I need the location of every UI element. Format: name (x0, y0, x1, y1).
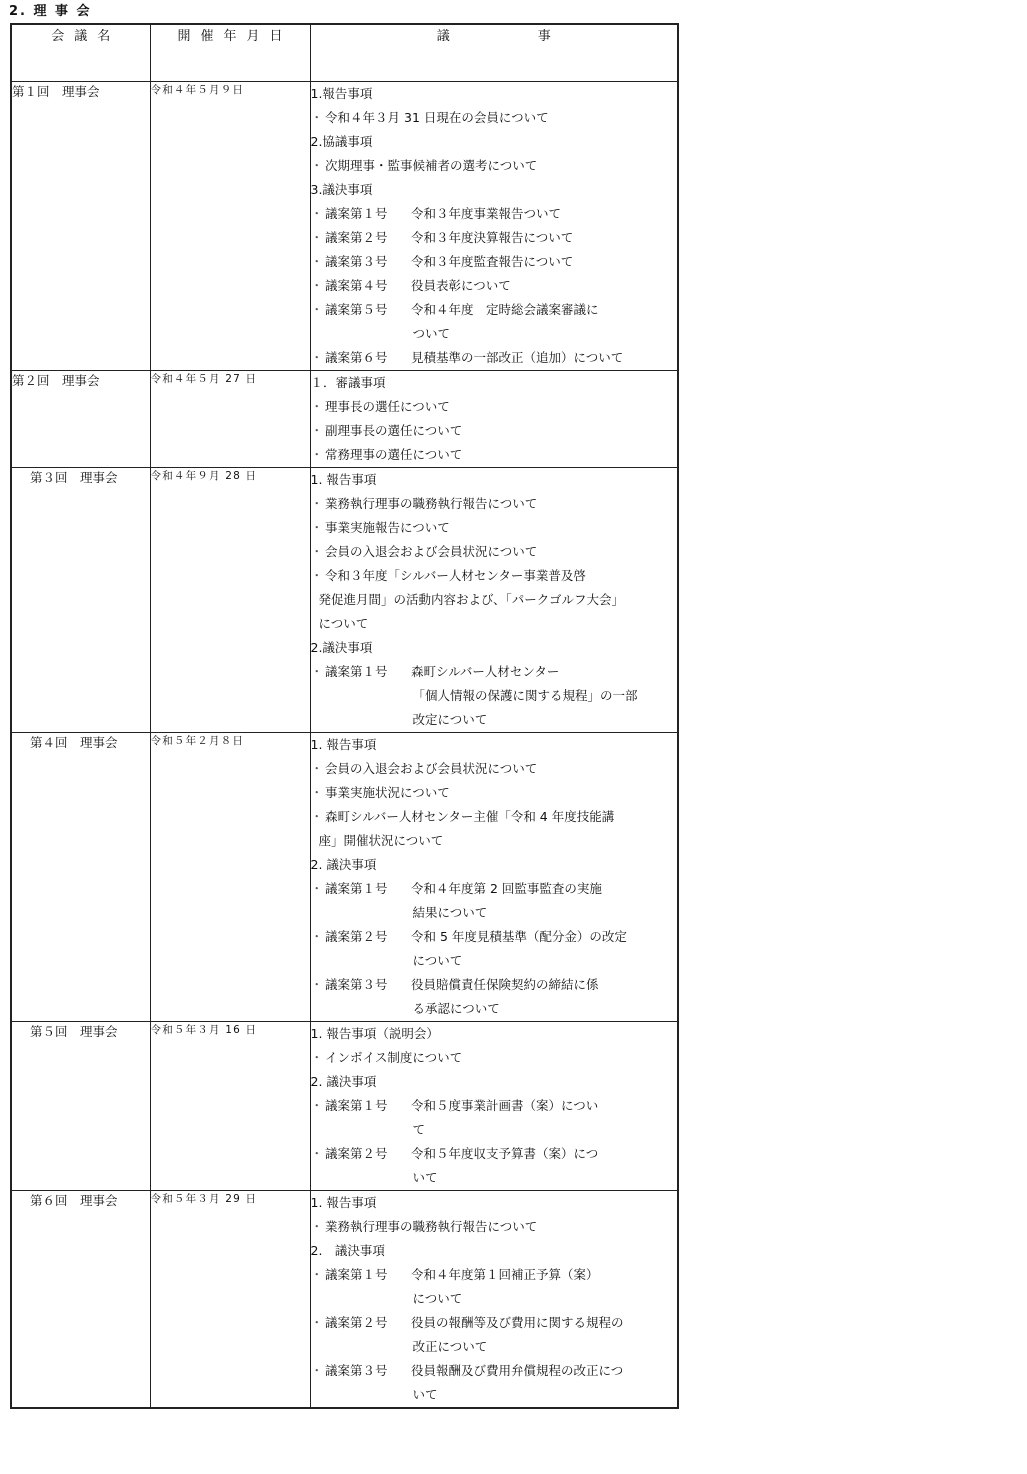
motion-title-continued: について (412, 1291, 463, 1306)
agenda-item-continued: について (318, 616, 369, 631)
bullet-icon: ・ (310, 568, 324, 583)
agenda-item (311, 805, 678, 829)
bullet-icon: ・ (310, 399, 324, 414)
motion-title: 令和３年度監査報告について (411, 254, 574, 269)
agenda-heading: １．審議事項 (310, 375, 386, 390)
meeting-agenda (310, 82, 678, 371)
bullet-icon: ・ (310, 664, 324, 679)
motion-title-continued: について (412, 953, 463, 968)
table-header-row (11, 24, 678, 82)
motion-number: 議案第３号 (325, 254, 388, 269)
motion-title: 令和３年度事業報告ついて (411, 206, 562, 221)
motion-title-continued: 「個人情報の保護に関する規程」の一部 (412, 688, 638, 703)
agenda-heading: 1. 報告事項 (310, 1195, 377, 1210)
agenda-heading: 1. 報告事項 (310, 472, 377, 487)
bullet-icon: ・ (310, 447, 324, 462)
agenda-heading: 2. 議決事項 (310, 1243, 385, 1258)
motion-number: 議案第２号 (325, 929, 388, 944)
meeting-agenda (310, 468, 678, 733)
bullet-icon: ・ (310, 1098, 324, 1113)
agenda-item (311, 154, 678, 178)
agenda-motion (311, 346, 678, 370)
agenda-motion (311, 1311, 678, 1335)
bullet-icon: ・ (310, 929, 324, 944)
motion-title: 見積基準の一部改正（追加）について (411, 350, 624, 365)
motion-number: 議案第５号 (325, 302, 388, 317)
agenda-motion (311, 973, 678, 997)
agenda-motion (311, 1263, 678, 1287)
agenda-item (311, 106, 678, 130)
agenda-motion (311, 250, 678, 274)
agenda-item-text: 令和４年３月 31 日現在の会員について (325, 110, 549, 125)
bullet-icon: ・ (310, 423, 324, 438)
motion-title: 役員の報酬等及び費用に関する規程の (411, 1315, 624, 1330)
meeting-name: 第４回 理事会 (11, 733, 150, 1022)
motion-number: 議案第２号 (325, 1315, 388, 1330)
motion-number: 議案第１号 (325, 881, 388, 896)
bullet-icon: ・ (310, 302, 324, 317)
table-row (11, 733, 678, 1022)
motion-title-continued: いて (412, 1170, 438, 1185)
meeting-agenda (310, 733, 678, 1022)
bullet-icon: ・ (310, 350, 324, 365)
agenda-item-text: 令和３年度「シルバー人材センター事業普及啓 (325, 568, 586, 583)
agenda-motion (311, 660, 678, 684)
agenda-item-text: 会員の入退会および会員状況について (325, 544, 538, 559)
motion-title: 令和４年度第１回補正予算（案） (411, 1267, 599, 1282)
motion-title-continued: る承認について (412, 1001, 500, 1016)
bullet-icon: ・ (310, 520, 324, 535)
agenda-item (311, 781, 678, 805)
agenda-item-text: 森町シルバー人材センター主催「令和 4 年度技能講 (325, 809, 615, 824)
motion-title: 令和５年度収支予算書（案）につ (411, 1146, 599, 1161)
meeting-date: 令和５年３月 29 日 (150, 1191, 310, 1409)
agenda-motion (311, 226, 678, 250)
motion-title-continued: て (412, 1122, 426, 1137)
motion-number: 議案第３号 (325, 1363, 388, 1378)
table-row (11, 82, 678, 371)
bullet-icon: ・ (310, 977, 324, 992)
meeting-agenda (310, 1022, 678, 1191)
section-title: 2. 理 事 会 (9, 4, 92, 19)
meeting-rows (11, 82, 678, 1409)
meeting-agenda (310, 1191, 678, 1409)
motion-title-continued: 改正について (412, 1339, 488, 1354)
agenda-item-text: インボイス制度について (325, 1050, 463, 1065)
agenda-item-text: 理事長の選任について (325, 399, 450, 414)
bullet-icon: ・ (310, 785, 324, 800)
motion-title-continued: ついて (412, 326, 451, 341)
meeting-name: 第５回 理事会 (11, 1022, 150, 1191)
motion-number: 議案第４号 (325, 278, 388, 293)
meeting-agenda (310, 371, 678, 468)
agenda-item (311, 395, 678, 419)
agenda-motion (311, 298, 678, 322)
table-row (11, 1191, 678, 1409)
agenda-item (311, 443, 678, 467)
agenda-item (311, 419, 678, 443)
motion-title: 役員賠償責任保険契約の締結に係 (411, 977, 599, 992)
bullet-icon: ・ (310, 1363, 324, 1378)
agenda-motion (311, 1142, 678, 1166)
motion-number: 議案第３号 (325, 977, 388, 992)
bullet-icon: ・ (310, 544, 324, 559)
agenda-motion (311, 877, 678, 901)
bullet-icon: ・ (310, 809, 324, 824)
meeting-name: 第３回 理事会 (11, 468, 150, 733)
meeting-name: 第６回 理事会 (11, 1191, 150, 1409)
motion-title: 令和５度事業計画書（案）につい (411, 1098, 599, 1113)
bullet-icon: ・ (310, 278, 324, 293)
agenda-motion (311, 925, 678, 949)
motion-title-continued: いて (412, 1387, 438, 1402)
bullet-icon: ・ (310, 254, 324, 269)
meeting-date: 令和５年３月 16 日 (150, 1022, 310, 1191)
board-meetings-table (10, 23, 679, 1409)
header-meeting-date: 開 催 年 月 日 (150, 24, 310, 82)
meeting-date: 令和４年５月 27 日 (150, 371, 310, 468)
agenda-item-text: 事業実施状況について (325, 785, 450, 800)
header-meeting-name: 会 議 名 (11, 24, 150, 82)
agenda-item-text: 常務理事の選任について (325, 447, 463, 462)
motion-title: 令和 5 年度見積基準（配分金）の改定 (411, 929, 627, 944)
motion-number: 議案第２号 (325, 230, 388, 245)
meeting-date: 令和５年２月８日 (150, 733, 310, 1022)
motion-title: 令和４年度第 2 回監事監査の実施 (411, 881, 602, 896)
agenda-item (311, 516, 678, 540)
bullet-icon: ・ (310, 1315, 324, 1330)
agenda-item-text: 副理事長の選任について (325, 423, 463, 438)
meeting-name: 第１回 理事会 (11, 82, 150, 371)
meeting-name: 第２回 理事会 (11, 371, 150, 468)
motion-number: 議案第１号 (325, 1098, 388, 1113)
agenda-motion (311, 202, 678, 226)
agenda-item (311, 1046, 678, 1070)
motion-number: 議案第１号 (325, 1267, 388, 1282)
agenda-heading: 2. 議決事項 (310, 857, 377, 872)
agenda-heading: 2.議決事項 (310, 640, 373, 655)
bullet-icon: ・ (310, 1146, 324, 1161)
motion-number: 議案第２号 (325, 1146, 388, 1161)
bullet-icon: ・ (310, 1219, 324, 1234)
motion-title: 森町シルバー人材センター (411, 664, 560, 679)
motion-title: 役員表彰について (411, 278, 511, 293)
bullet-icon: ・ (310, 761, 324, 776)
motion-number: 議案第６号 (325, 350, 388, 365)
agenda-item-text: 業務執行理事の職務執行報告について (325, 1219, 538, 1234)
agenda-heading: 3.議決事項 (310, 182, 373, 197)
agenda-heading: 1.報告事項 (310, 86, 373, 101)
agenda-heading: 1. 報告事項 (310, 737, 377, 752)
bullet-icon: ・ (310, 158, 324, 173)
bullet-icon: ・ (310, 1050, 324, 1065)
motion-number: 議案第１号 (325, 664, 388, 679)
agenda-item (311, 564, 678, 588)
table-row (11, 1022, 678, 1191)
motion-title: 役員報酬及び費用弁償規程の改正につ (411, 1363, 624, 1378)
agenda-heading: 1. 報告事項（説明会） (310, 1026, 439, 1041)
agenda-item-text: 次期理事・監事候補者の選考について (325, 158, 538, 173)
motion-title: 令和３年度決算報告について (411, 230, 574, 245)
meeting-date: 令和４年９月 28 日 (150, 468, 310, 733)
agenda-item-text: 業務執行理事の職務執行報告について (325, 496, 538, 511)
motion-title-continued: 改定について (412, 712, 488, 727)
bullet-icon: ・ (310, 206, 324, 221)
agenda-item-text: 会員の入退会および会員状況について (325, 761, 538, 776)
agenda-item-text: 事業実施報告について (325, 520, 450, 535)
bullet-icon: ・ (310, 496, 324, 511)
bullet-icon: ・ (310, 230, 324, 245)
table-row (11, 371, 678, 468)
bullet-icon: ・ (310, 881, 324, 896)
agenda-item-continued: 発促進月間」の活動内容および、「パークゴルフ大会」 (318, 592, 625, 607)
bullet-icon: ・ (310, 1267, 324, 1282)
header-agenda: 議 事 (310, 24, 678, 82)
agenda-motion (311, 274, 678, 298)
motion-title-continued: 結果について (412, 905, 488, 920)
table-row (11, 468, 678, 733)
agenda-motion (311, 1359, 678, 1383)
agenda-motion (311, 1094, 678, 1118)
agenda-item-continued: 座」開催状況について (318, 833, 444, 848)
agenda-item (311, 492, 678, 516)
meeting-date: 令和４年５月９日 (150, 82, 310, 371)
agenda-heading: 2. 議決事項 (310, 1074, 377, 1089)
motion-title: 令和４年度 定時総会議案審議に (411, 302, 599, 317)
agenda-item (311, 1215, 678, 1239)
motion-number: 議案第１号 (325, 206, 388, 221)
agenda-item (311, 540, 678, 564)
agenda-item (311, 757, 678, 781)
bullet-icon: ・ (310, 110, 324, 125)
agenda-heading: 2.協議事項 (310, 134, 373, 149)
